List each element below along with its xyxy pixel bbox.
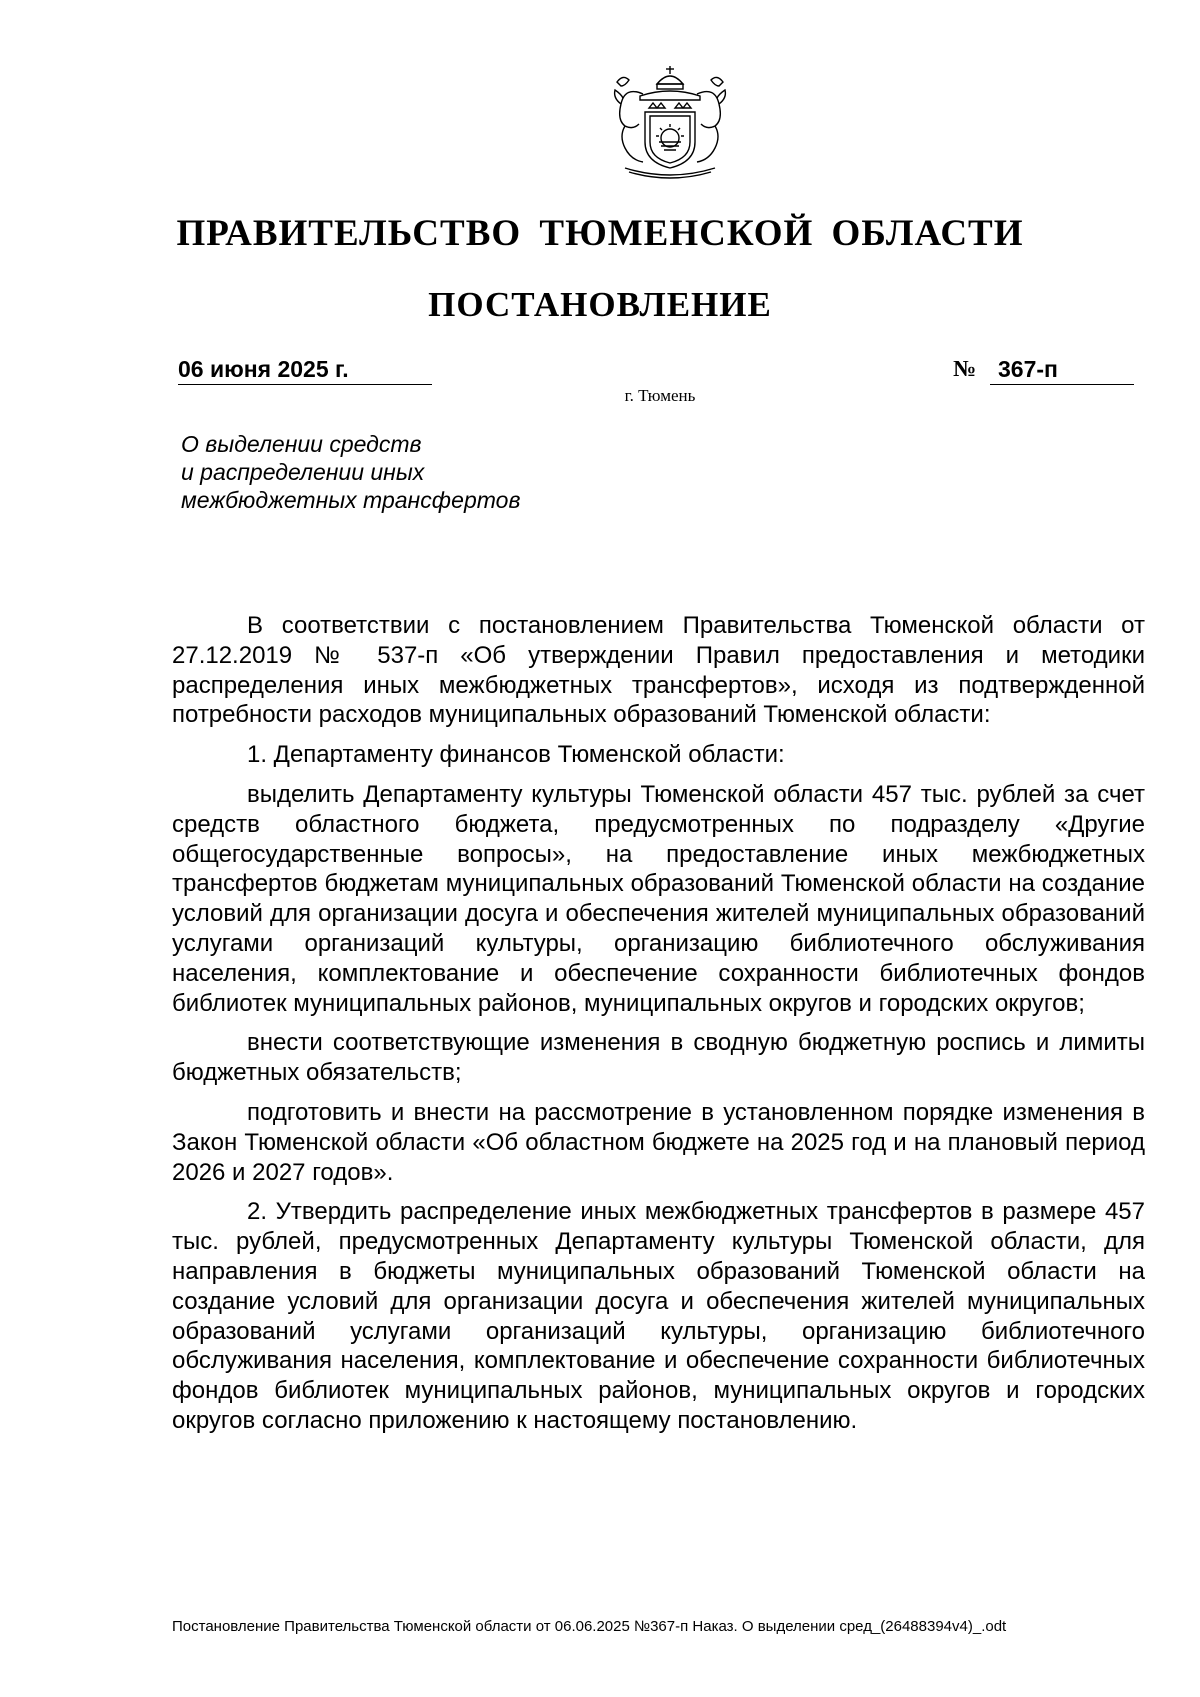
body-paragraph: подготовить и внести на рассмотрение в установленном порядке изменения в Закон Тюменской области «Об областном бюджете на 2025 год и на плановый период 2026 и 2027 годов». xyxy=(172,1098,1145,1186)
body-paragraph: В соответствии с постановлением Правительства Тюменской области от 27.12.2019 № 537-п «Об утверждении Правил предоставления и методики распределения иных межбюджетных трансфертов», исходя из подтвержденной потребности расходов муниципальных образований Тюменской области: xyxy=(172,612,1145,729)
document-body xyxy=(172,611,1145,1446)
subject-line: и распределении иных xyxy=(181,459,425,485)
body-paragraph: 2. Утвердить распределение иных межбюджетных трансфертов в размере 457 тыс. рублей, предусмотренных Департаменту культуры Тюменской области, для направления в бюджеты муниципальных образований Тюменской области на создание условий для организации досуга и обеспечения жителей муниципальных образований услугами организаций культуры, организацию библиотечного обслуживания населения, комплектование и обеспечение сохранности библиотечных фондов библиотек муниципальных районов, муниципальных округов и городских округов согласно приложению к настоящему постановлению. xyxy=(172,1198,1145,1434)
government-title: ПРАВИТЕЛЬСТВО ТЮМЕНСКОЙ ОБЛАСТИ xyxy=(176,213,1024,254)
document-footer: Постановление Правительства Тюменской области от 06.06.2025 №367-п Наказ. О выделении сред_(26488394v4)_.odt xyxy=(172,1618,1007,1635)
number-sign: № xyxy=(953,356,977,381)
body-paragraph: внести соответствующие изменения в сводную бюджетную роспись и лимиты бюджетных обязательств; xyxy=(172,1029,1145,1087)
coat-of-arms-icon xyxy=(595,64,745,180)
document-number: 367-п xyxy=(990,356,1134,385)
body-paragraph: 1. Департаменту финансов Тюменской области: xyxy=(247,741,785,769)
document-city: г. Тюмень xyxy=(624,386,696,405)
subject-line: О выделении средств xyxy=(181,431,422,457)
document-subject xyxy=(181,430,520,514)
document-date: 06 июня 2025 г. xyxy=(178,356,432,385)
subject-line: межбюджетных трансфертов xyxy=(181,487,521,513)
body-paragraph: выделить Департаменту культуры Тюменской области 457 тыс. рублей за счет средств областного бюджета, предусмотренных по подразделу «Другие общегосударственные вопросы», на предоставление иных межбюджетных трансфертов бюджетам муниципальных образований Тюменской области на создание условий для организации досуга и обеспечения жителей муниципальных образований услугами организаций культуры, организацию библиотечного обслуживания населения, комплектование и обеспечение сохранности библиотечных фондов библиотек муниципальных районов, муниципальных округов и городских округов; xyxy=(172,780,1145,1017)
document-type: ПОСТАНОВЛЕНИЕ xyxy=(428,285,772,324)
